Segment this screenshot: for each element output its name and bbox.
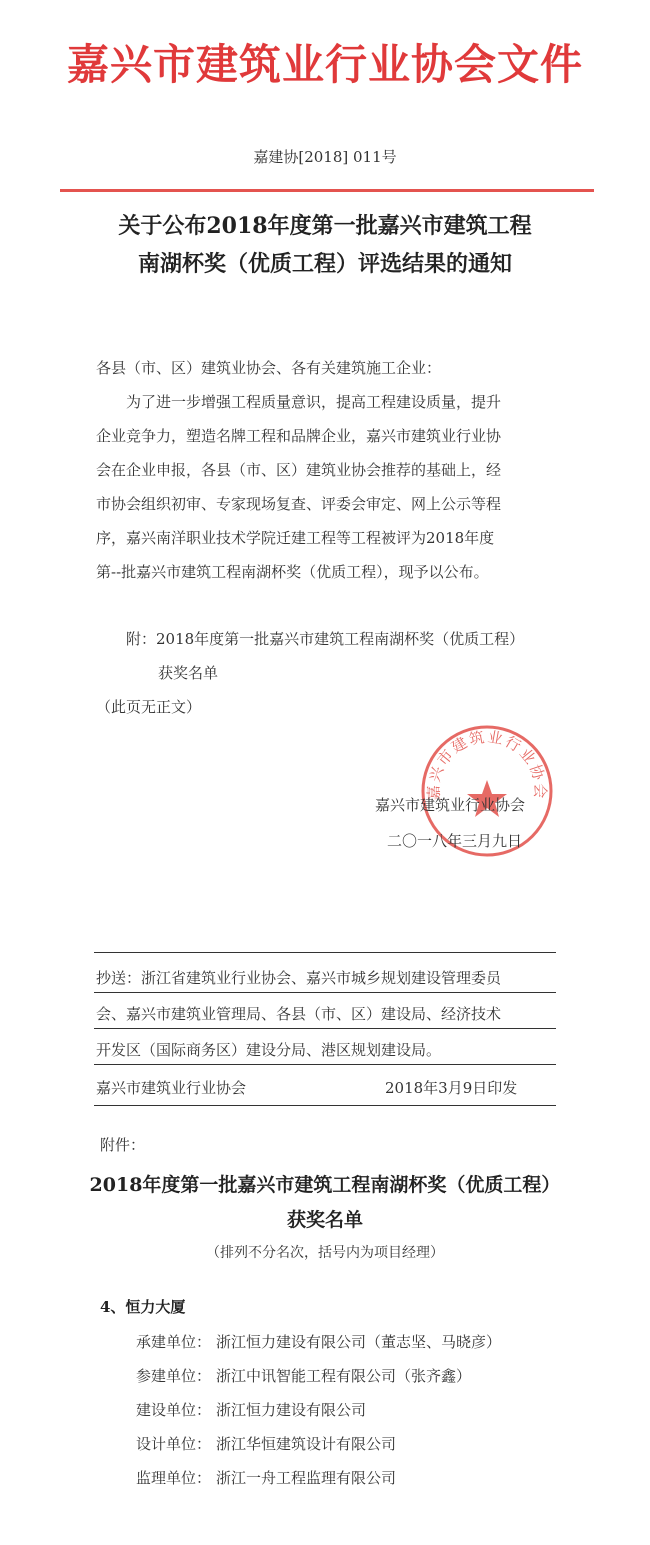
notice-title-line-1: 关于公布2018年度第一批嘉兴市建筑工程 (118, 213, 532, 239)
cc-rule (94, 1064, 556, 1065)
project-name: 4、恒力大厦 (100, 1298, 186, 1316)
issue-date: 2018年3月9日印发 (385, 1079, 518, 1097)
cc-top-rule (94, 952, 556, 953)
annex-subtitle: （排列不分名次，括号内为项目经理） (206, 1245, 444, 1261)
cc-line: 开发区（国际商务区）建设分局、港区规划建设局。 (96, 1041, 442, 1059)
body-line: 为了进一步增强工程质量意识，提高工程建设质量，提升 (126, 393, 502, 411)
signature-date: 二〇一八年三月九日 (387, 832, 523, 850)
body-line: 市协会组织初审、专家现场复查、评委会审定、网上公示等程 (96, 495, 502, 513)
row-label: 监理单位： (136, 1469, 212, 1487)
annex-title-line-2: 获奖名单 (286, 1209, 363, 1231)
annex-label: 附件： (100, 1136, 146, 1154)
project-row (136, 1365, 471, 1386)
cc-rule (94, 1028, 556, 1029)
no-text-note: （此页无正文） (96, 698, 202, 716)
annex-title-line-1: 2018年度第一批嘉兴市建筑工程南湖杯奖（优质工程） (89, 1174, 561, 1196)
row-label: 参建单位： (136, 1367, 212, 1385)
row-value: 浙江恒力建设有限公司（董志坚、马晓彦） (216, 1333, 502, 1351)
row-value: 浙江恒力建设有限公司 (216, 1401, 367, 1419)
red-divider (60, 189, 594, 192)
project-row (136, 1467, 396, 1488)
project-row (136, 1399, 366, 1420)
salutation: 各县（市、区）建筑业协会、各有关建筑施工企业： (96, 359, 442, 377)
body-line: 会在企业申报，各县（市、区）建筑业协会推荐的基础上，经 (96, 461, 502, 479)
row-value: 浙江一舟工程监理有限公司 (216, 1469, 397, 1487)
project-row (136, 1433, 396, 1454)
body-line: 序，嘉兴南洋职业技术学院迁建工程等工程被评为2018年度 (96, 529, 495, 547)
cc-rule (94, 992, 556, 993)
cc-line: 抄送：浙江省建筑业行业协会、嘉兴市城乡规划建设管理委员 (96, 969, 502, 987)
attachment-note-line-2: 获奖名单 (158, 664, 219, 682)
attachment-note-line-1: 附：2018年度第一批嘉兴市建筑工程南湖杯奖（优质工程） (126, 630, 525, 648)
row-value: 浙江中讯智能工程有限公司（张齐鑫） (216, 1367, 472, 1385)
body-line: 第--批嘉兴市建筑工程南湖杯奖（优质工程），现予以公布。 (96, 563, 489, 581)
notice-title-line-2: 南湖杯奖（优质工程）评选结果的通知 (137, 251, 512, 277)
project-row (136, 1331, 501, 1352)
row-label: 设计单位： (136, 1435, 212, 1453)
seal-lettering: 嘉兴市建筑业行业协会 (424, 727, 550, 801)
cc-bottom-rule (94, 1105, 556, 1106)
row-label: 承建单位： (136, 1333, 212, 1351)
signature-org: 嘉兴市建筑业行业协会 (375, 796, 526, 814)
body-line: 企业竞争力，塑造名牌工程和品牌企业，嘉兴市建筑业行业协 (96, 427, 502, 445)
cc-line: 会、嘉兴市建筑业管理局、各县（市、区）建设局、经济技术 (96, 1005, 502, 1023)
row-value: 浙江华恒建筑设计有限公司 (216, 1435, 397, 1453)
document-number: 嘉建协[2018] 011号 (253, 148, 397, 166)
row-label: 建设单位： (136, 1401, 212, 1419)
issuer: 嘉兴市建筑业行业协会 (96, 1079, 247, 1097)
masthead-title: 嘉兴市建筑业行业协会文件 (66, 40, 583, 89)
